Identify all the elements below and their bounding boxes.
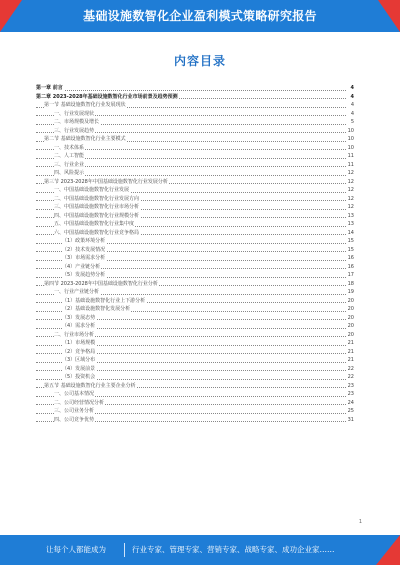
report-title: 基础设施数智化企业盈利模式策略研究报告	[83, 9, 317, 23]
toc-entry-page: 22	[347, 374, 354, 380]
toc-entry-title: （2）竞争格局	[62, 348, 96, 355]
toc-entry-title: 第三节 2023-2028年中国基础设施数智化行业发展分析	[44, 178, 168, 185]
toc-entry[interactable]	[36, 288, 354, 297]
toc-entry[interactable]	[36, 110, 354, 119]
toc-entry-title: 四、中国基础设施数智化行业规模分析	[54, 212, 140, 219]
toc-entry-page: 10	[347, 127, 354, 134]
toc-entry-page: 17	[347, 272, 354, 278]
toc-entry-title: 一、行业产业链分析	[54, 289, 100, 295]
toc-entry-title: 六、中国基础设施数智化行业竞争格局	[54, 229, 140, 236]
toc-entry-title: （1）市场规模	[62, 340, 96, 346]
toc-entry[interactable]	[36, 127, 354, 136]
toc-entry-page: 24	[347, 399, 354, 406]
toc-entry[interactable]	[36, 314, 354, 323]
toc-entry-page: 15	[347, 246, 354, 253]
toc-entry[interactable]	[36, 305, 354, 314]
toc-entry[interactable]	[36, 407, 354, 416]
toc-entry-page: 4	[350, 110, 354, 117]
toc-entry-title: 第一章 前言	[36, 85, 63, 91]
footer-divider	[124, 543, 125, 557]
toc-entry-page: 20	[347, 331, 354, 338]
toc-entry-page: 20	[347, 297, 354, 304]
toc-leader-dots	[36, 90, 346, 91]
toc-entry-page: 31	[347, 416, 354, 423]
toc-entry-page: 20	[347, 314, 354, 321]
toc-entry-page: 21	[347, 357, 354, 363]
toc-entry-title: 三、行业企业	[54, 161, 85, 168]
toc-entry-page: 23	[347, 382, 354, 389]
toc-entry-title: 三、公司业务分析	[54, 408, 95, 414]
toc-entry-page: 13	[347, 212, 354, 219]
footer-accent-right	[376, 535, 400, 565]
toc-entry-page: 10	[347, 144, 354, 151]
toc-entry-page: 18	[347, 280, 354, 287]
toc-entry[interactable]	[36, 186, 354, 195]
toc-entry-title: 四、公司竞争优势	[54, 416, 95, 423]
toc-entry[interactable]	[36, 331, 354, 340]
toc-entry[interactable]	[36, 297, 354, 306]
footer-banner	[0, 535, 400, 565]
toc-entry-page: 12	[347, 195, 354, 202]
toc-entry[interactable]	[36, 339, 354, 348]
toc-entry[interactable]	[36, 152, 354, 161]
toc-entry-title: 一、中国基础设施数智化行业发展	[54, 187, 130, 193]
toc-entry-page: 21	[347, 348, 354, 355]
toc-entry[interactable]	[36, 118, 354, 127]
toc-entry-page: 4	[350, 85, 354, 91]
toc-entry-title: （2）技术发展情况	[62, 246, 106, 253]
toc-entry-page: 11	[347, 161, 354, 168]
page-number: 1	[358, 519, 362, 525]
toc-entry[interactable]	[36, 135, 354, 144]
toc-entry-page: 12	[347, 170, 354, 176]
toc-entry-title: 一、技术体系	[54, 144, 85, 151]
toc-entry-title: 第四节 2023-2028年中国基础设施数智化行业分析	[44, 280, 158, 287]
toc-entry-title: 二、公司经营情况分析	[54, 399, 105, 406]
toc-entry[interactable]	[36, 373, 354, 382]
toc-entry-title: （4）需求分析	[62, 323, 96, 329]
toc-entry[interactable]	[36, 246, 354, 255]
toc-entry-page: 12	[347, 204, 354, 210]
toc-heading: 内容目录	[173, 54, 226, 68]
table-of-contents	[36, 84, 354, 424]
header-banner	[0, 0, 400, 32]
toc-entry[interactable]	[36, 212, 354, 221]
toc-entry-title: 二、行业市场分析	[54, 331, 95, 338]
toc-entry-title: （5）投资机会	[62, 374, 96, 380]
toc-entry[interactable]	[36, 101, 354, 110]
toc-entry[interactable]	[36, 93, 354, 102]
toc-entry-page: 20	[347, 306, 354, 312]
toc-entry-page: 16	[347, 263, 354, 270]
toc-entry-title: 二、人工智能	[54, 153, 85, 159]
toc-entry-page: 15	[347, 238, 354, 244]
toc-entry-title: 第二章 2023-2028年基础设施数智化行业市场前景及趋势预测	[36, 93, 178, 100]
toc-entry-title: （4）产业链分析	[62, 263, 101, 270]
toc-entry-page: 22	[347, 365, 354, 372]
toc-entry-title: （4）发展前景	[62, 365, 96, 372]
toc-entry-title: （3）发展态势	[62, 314, 96, 321]
toc-entry-page: 5	[350, 119, 354, 125]
toc-entry-title: 一、公司基本情况	[54, 391, 95, 397]
toc-entry-title: （5）发展趋势分析	[62, 272, 106, 278]
toc-entry[interactable]	[36, 271, 354, 280]
toc-entry-title: 五、中国基础设施数智化行业集中度	[54, 221, 135, 227]
toc-entry[interactable]	[36, 390, 354, 399]
toc-entry[interactable]	[36, 169, 354, 178]
toc-entry[interactable]	[36, 84, 354, 93]
toc-entry-page: 11	[347, 153, 354, 159]
toc-entry[interactable]	[36, 254, 354, 263]
toc-entry-page: 14	[347, 229, 354, 236]
toc-entry[interactable]	[36, 280, 354, 289]
toc-entry[interactable]	[36, 178, 354, 187]
toc-entry-page: 25	[347, 408, 354, 414]
toc-entry[interactable]	[36, 220, 354, 229]
toc-entry-page: 21	[347, 340, 354, 346]
toc-entry[interactable]	[36, 237, 354, 246]
toc-entry-page: 20	[347, 323, 354, 329]
toc-entry[interactable]	[36, 356, 354, 365]
toc-entry[interactable]	[36, 195, 354, 204]
toc-entry-page: 4	[350, 93, 354, 100]
toc-entry[interactable]	[36, 161, 354, 170]
footer-roles: 行业专家、管理专家、营销专家、战略专家、成功企业家……	[132, 545, 335, 554]
toc-entry-title: 二、市场规模及增长	[54, 119, 100, 125]
footer-slogan: 让每个人都能成为	[46, 545, 106, 554]
toc-entry-title: （1）政策环境分析	[62, 238, 106, 244]
toc-entry-page: 19	[347, 289, 354, 295]
toc-entry-page: 4	[350, 102, 354, 108]
toc-entry-title: 二、中国基础设施数智化行业发展方向	[54, 195, 140, 202]
toc-entry-page: 10	[347, 136, 354, 142]
toc-entry[interactable]	[36, 229, 354, 238]
toc-entry[interactable]	[36, 365, 354, 374]
toc-entry[interactable]	[36, 348, 354, 357]
toc-entry-title: （3）市场需求分析	[62, 255, 106, 261]
toc-entry-title: 三、行业发展趋势	[54, 127, 95, 134]
toc-entry[interactable]	[36, 144, 354, 153]
toc-entry[interactable]	[36, 399, 354, 408]
toc-entry-title: 第二节 基础设施数智化行业主要模式	[44, 136, 126, 142]
toc-entry[interactable]	[36, 263, 354, 272]
toc-entry-page: 12	[347, 178, 354, 185]
toc-entry[interactable]	[36, 322, 354, 331]
toc-entry-title: 三、中国基础设施数智化行业市场分析	[54, 204, 140, 210]
toc-entry[interactable]	[36, 382, 354, 391]
toc-entry[interactable]	[36, 416, 354, 425]
toc-entry-title: 四、风险提示	[54, 170, 85, 176]
toc-entry-title: 第一节 基础设施数智化行业发展现状	[44, 102, 126, 108]
toc-entry-title: （2）基础设施数智化发展分析	[62, 306, 131, 312]
toc-entry-title: 一、行业发展现状	[54, 110, 95, 117]
toc-entry-page: 12	[347, 187, 354, 193]
toc-entry-title: （1）基础设施数智化行业上下游分析	[62, 297, 146, 304]
toc-entry-page: 23	[347, 391, 354, 397]
toc-entry-page: 16	[347, 255, 354, 261]
toc-entry-page: 13	[347, 221, 354, 227]
toc-entry[interactable]	[36, 203, 354, 212]
toc-entry-title: （3）区域分布	[62, 357, 96, 363]
toc-entry-title: 第五节 基础设施数智化行业主要企业分析	[44, 382, 136, 389]
